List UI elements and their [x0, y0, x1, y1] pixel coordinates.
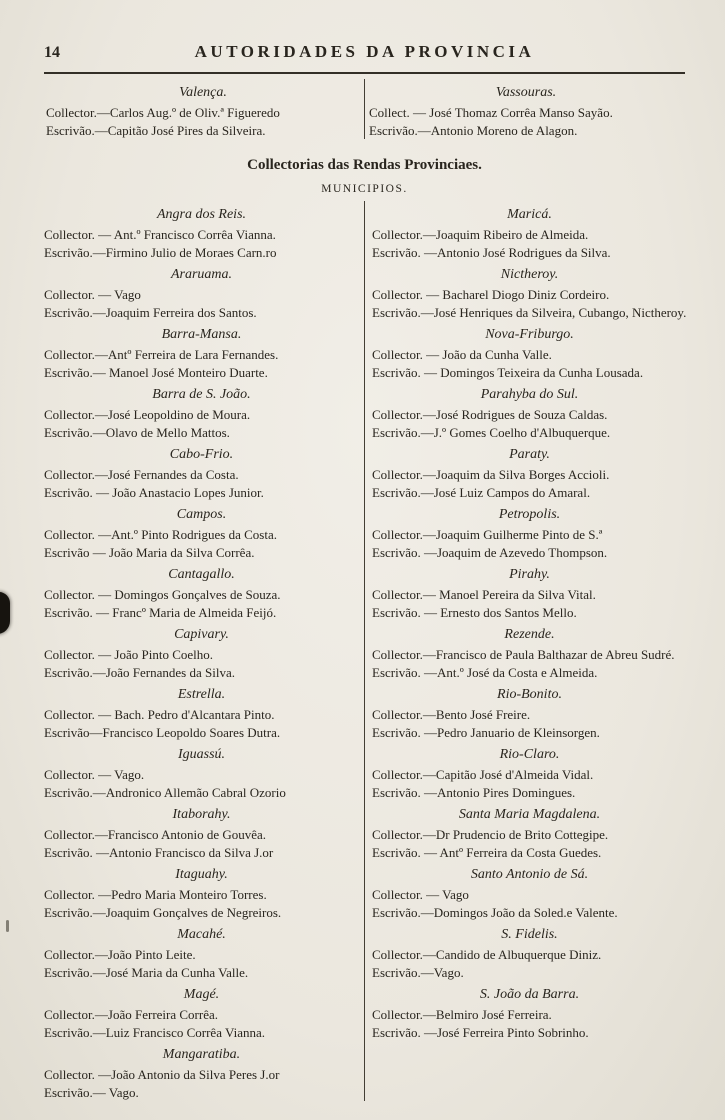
municipio-entry — [44, 566, 359, 621]
official-line: Collector.—Dr Prudencio de Brito Cottegipe. — [372, 827, 609, 842]
municipio-officials — [372, 706, 687, 741]
official-line: Escrivão. —Pedro Januario de Kleinsorgen. — [372, 724, 600, 740]
municipio-name: Nova-Friburgo. — [485, 327, 574, 342]
official-line: Collector. — Bach. Pedro d'Alcantara Pinto. — [44, 707, 275, 722]
municipio-name: S. João da Barra. — [479, 987, 580, 1002]
official-line: Collector. — Domingos Gonçalves de Souza. — [44, 587, 281, 602]
official-line: Collector. — João da Cunha Valle. — [372, 347, 552, 362]
official-line: Collector. —Pedro Maria Monteiro Torres. — [44, 887, 267, 902]
municipio-officials — [44, 826, 359, 861]
municipio-entry — [372, 566, 687, 621]
municipio-officials — [44, 586, 359, 621]
official-line: Escrivão.—Luiz Francisco Corrêa Vianna. — [44, 1024, 265, 1040]
ink-blot-artifact — [0, 592, 10, 634]
municipio-name: Cantagallo. — [168, 567, 235, 582]
official-line: Escrivão. —Ant.º José da Costa e Almeida. — [372, 664, 598, 680]
municipios-left-column — [42, 201, 364, 1101]
official-line: Escrivão.— Vago. — [44, 1084, 139, 1100]
municipio-entry — [372, 266, 687, 321]
municipio-name: Barra de S. João. — [152, 387, 251, 402]
continuation-left-column — [42, 79, 364, 139]
municipio-officials — [44, 226, 359, 261]
municipio-name: Iguassú. — [177, 747, 226, 762]
official-line: Collector.—Capitão José d'Almeida Vidal. — [372, 767, 594, 782]
municipio-entry — [372, 506, 687, 561]
municipio-entry — [372, 926, 687, 981]
municipio-officials — [372, 826, 687, 861]
official-line: Collector.—Candido de Albuquerque Diniz. — [372, 947, 602, 962]
municipio-officials — [372, 406, 687, 441]
municipio-name: Barra-Mansa. — [161, 327, 242, 342]
official-line: Escrivão.—Antonio Moreno de Alagon. — [369, 122, 578, 138]
municipio-name: Macahé. — [177, 927, 226, 942]
municipio-officials — [372, 346, 687, 381]
municipio-officials — [372, 646, 687, 681]
official-line: Escrivão.—José Luiz Campos do Amaral. — [372, 484, 591, 500]
official-line: Collector.—José Fernandes da Costa. — [44, 467, 239, 482]
official-line: Collect. — José Thomaz Corrêa Manso Sayão. — [369, 105, 613, 120]
municipio-entry — [44, 986, 359, 1041]
official-line: Escrivão.—J.º Gomes Coelho d'Albuquerque. — [372, 424, 611, 440]
official-line: Escrivão. —Joaquim de Azevedo Thompson. — [372, 544, 608, 560]
official-line: Collector.—Carlos Aug.º de Oliv.ª Figueredo — [46, 105, 280, 120]
official-line: Collector.—João Pinto Leite. — [44, 947, 196, 962]
municipio-name: Pirahy. — [509, 567, 550, 582]
section-title: Collectorias das Rendas Provinciaes. — [247, 157, 482, 173]
official-line: Collector. — Vago — [44, 287, 141, 302]
official-line: Collector.—Francisco Antonio de Gouvêa. — [44, 827, 267, 842]
official-line: Escrivão. — Ernesto dos Santos Mello. — [372, 604, 577, 620]
municipio-officials — [44, 886, 359, 921]
municipio-name: Rio-Claro. — [499, 747, 560, 762]
official-line: Collector. — Vago — [372, 887, 469, 902]
official-line: Escrivão. —José Ferreira Pinto Sobrinho. — [372, 1024, 589, 1040]
municipio-name: Petropolis. — [498, 507, 561, 522]
municipio-entry — [44, 506, 359, 561]
municipio-officials — [372, 226, 687, 261]
page-title: AUTORIDADES DA PROVINCIA — [194, 42, 535, 61]
municipio-entry — [372, 326, 687, 381]
municipio-name: Rio-Bonito. — [497, 687, 562, 702]
official-line: Escrivão.—Domingos João da Soled.e Valente. — [372, 904, 618, 920]
official-line: Escrivão.—Joaquim Ferreira dos Santos. — [44, 304, 257, 320]
municipios-right-column — [365, 201, 687, 1101]
municipio-name: Mangaratiba. — [162, 1047, 241, 1062]
official-line: Collector.—Belmiro José Ferreira. — [372, 1007, 552, 1022]
municipio-entry — [372, 386, 687, 441]
official-line: Collector.—João Ferreira Corrêa. — [44, 1007, 218, 1022]
municipio-name: S. Fidelis. — [501, 927, 558, 942]
official-line: Collector.—José Leopoldino de Moura. — [44, 407, 251, 422]
scan-speck-artifact — [6, 920, 9, 932]
official-line: Escrivão.—João Fernandes da Silva. — [44, 664, 235, 680]
municipio-officials — [44, 706, 359, 741]
official-line: Escrivão. —Antonio José Rodrigues da Silva. — [372, 244, 611, 260]
page-header — [42, 42, 687, 66]
municipio-officials — [44, 406, 359, 441]
municipio-name: Parahyba do Sul. — [480, 387, 579, 402]
official-line: Escrivão. — João Anastacio Lopes Junior. — [44, 484, 264, 500]
municipio-officials — [372, 286, 687, 321]
municipio-officials — [372, 886, 687, 921]
official-line: Collector. — Bacharel Diogo Diniz Cordeiro. — [372, 287, 610, 302]
official-line: Collector.—Joaquim da Silva Borges Accioli. — [372, 467, 610, 482]
municipio-officials — [372, 766, 687, 801]
official-line: Escrivão — João Maria da Silva Corrêa. — [44, 544, 255, 560]
official-line: Escrivão.—José Maria da Cunha Valle. — [44, 964, 249, 980]
municipio-officials — [372, 586, 687, 621]
municipio-entry — [44, 206, 359, 261]
municipio-entry — [44, 1046, 359, 1101]
official-line: Escrivão.—Capitão José Pires da Silveira. — [46, 122, 266, 138]
municipio-officials — [372, 526, 687, 561]
municipio-officials — [44, 766, 359, 801]
municipio-name: Paraty. — [509, 447, 550, 462]
municipio-name: Itaborahy. — [172, 807, 231, 822]
official-line: Collector.— Manoel Pereira da Silva Vital. — [372, 587, 596, 602]
municipio-name: Campos. — [176, 507, 227, 522]
municipio-entry — [44, 866, 359, 921]
municipio-entry — [372, 986, 687, 1041]
official-line: Collector.—Joaquim Ribeiro de Almeida. — [372, 227, 589, 242]
official-line: Escrivão.—Andronico Allemão Cabral Ozorio — [44, 784, 286, 800]
official-line: Escrivão. — Antº Ferreira da Costa Guedes. — [372, 844, 602, 860]
municipios-columns — [42, 201, 687, 1101]
official-line: Escrivão.—Firmino Julio de Moraes Carn.ro — [44, 244, 277, 260]
municipio-officials — [44, 526, 359, 561]
municipio-name: Santo Antonio de Sá. — [470, 867, 589, 882]
municipio-officials — [44, 346, 359, 381]
municipio-entry — [44, 266, 359, 321]
municipio-officials — [372, 946, 687, 981]
page-number: 14 — [44, 44, 60, 61]
section-subtitle: MUNICIPIOS. — [321, 183, 408, 195]
official-line: Escrivão. —Antonio Pires Domingues. — [372, 784, 576, 800]
official-line: Collector.—Joaquim Guilherme Pinto de S.ª — [372, 527, 603, 542]
official-line: Escrivão. —Antonio Francisco da Silva J.or — [44, 844, 274, 860]
official-line: Collector. —Ant.º Pinto Rodrigues da Costa. — [44, 527, 277, 542]
municipio-name: Araruama. — [170, 267, 233, 282]
municipio-entry — [372, 746, 687, 801]
municipio-entry — [44, 686, 359, 741]
municipio-entry — [44, 386, 359, 441]
municipio-officials — [44, 466, 359, 501]
official-line: Escrivão.—Olavo de Mello Mattos. — [44, 424, 230, 440]
municipio-entry — [44, 326, 359, 381]
official-line: Escrivão. — Domingos Teixeira da Cunha Lousada. — [372, 364, 644, 380]
municipio-officials — [44, 646, 359, 681]
municipio-name: Itaguahy. — [175, 867, 228, 882]
municipio-name: Santa Maria Magdalena. — [458, 807, 601, 822]
municipio-entry — [372, 446, 687, 501]
continuation-right-column — [365, 79, 687, 139]
municipio-entry — [44, 626, 359, 681]
municipio-officials — [44, 1006, 359, 1041]
municipio-entry — [372, 866, 687, 921]
municipio-name: Angra dos Reis. — [156, 207, 247, 222]
official-line: Collector.—Bento José Freire. — [372, 707, 531, 722]
official-line: Escrivão.—José Henriques da Silveira, Cubango, Nictheroy. — [372, 304, 687, 320]
official-line: Collector. —João Antonio da Silva Peres J.or — [44, 1067, 280, 1082]
municipio-name: Maricá. — [507, 207, 552, 222]
municipio-entry — [44, 926, 359, 981]
municipio-name: Cabo-Frio. — [169, 447, 234, 462]
municipio-officials — [372, 466, 687, 501]
official-line: Escrivão.—Vago. — [372, 964, 464, 980]
official-line: Escrivão. — Francº Maria de Almeida Feijó. — [44, 604, 277, 620]
header-divider — [44, 72, 685, 74]
municipio-officials — [44, 1066, 359, 1101]
official-line: Collector.—José Rodrigues de Souza Caldas. — [372, 407, 608, 422]
municipio-officials — [44, 946, 359, 981]
municipio-entry — [44, 746, 359, 801]
official-line: Escrivão.— Manoel José Monteiro Duarte. — [44, 364, 268, 380]
official-line: Collector.—Francisco de Paula Balthazar de Abreu Sudré. — [372, 647, 675, 662]
municipio-entry — [372, 806, 687, 861]
municipio-name: Nictheroy. — [500, 267, 559, 282]
municipio-name: Magé. — [183, 987, 220, 1002]
continuation-section — [42, 79, 687, 139]
municipio-officials — [372, 1006, 687, 1041]
municipio-entry — [44, 446, 359, 501]
official-line: Escrivão—Francisco Leopoldo Soares Dutra. — [44, 724, 281, 740]
municipio-entry — [372, 626, 687, 681]
municipio-name: Estrella. — [177, 687, 226, 702]
official-line: Collector.—Antº Ferreira de Lara Fernandes. — [44, 347, 279, 362]
municipio-name: Rezende. — [504, 627, 555, 642]
municipio-entry — [372, 686, 687, 741]
official-line: Collector. — Ant.º Francisco Corrêa Vianna. — [44, 227, 276, 242]
municipio-entry — [372, 206, 687, 261]
municipio-name: Capivary. — [174, 627, 229, 642]
official-line: Escrivão.—Joaquim Gonçalves de Negreiros. — [44, 904, 282, 920]
municipio-officials — [44, 286, 359, 321]
municipio-entry — [44, 806, 359, 861]
municipio-name: Valença. — [179, 85, 227, 100]
municipio-name: Vassouras. — [495, 85, 557, 100]
official-line: Collector. — Vago. — [44, 767, 145, 782]
official-line: Collector. — João Pinto Coelho. — [44, 647, 213, 662]
